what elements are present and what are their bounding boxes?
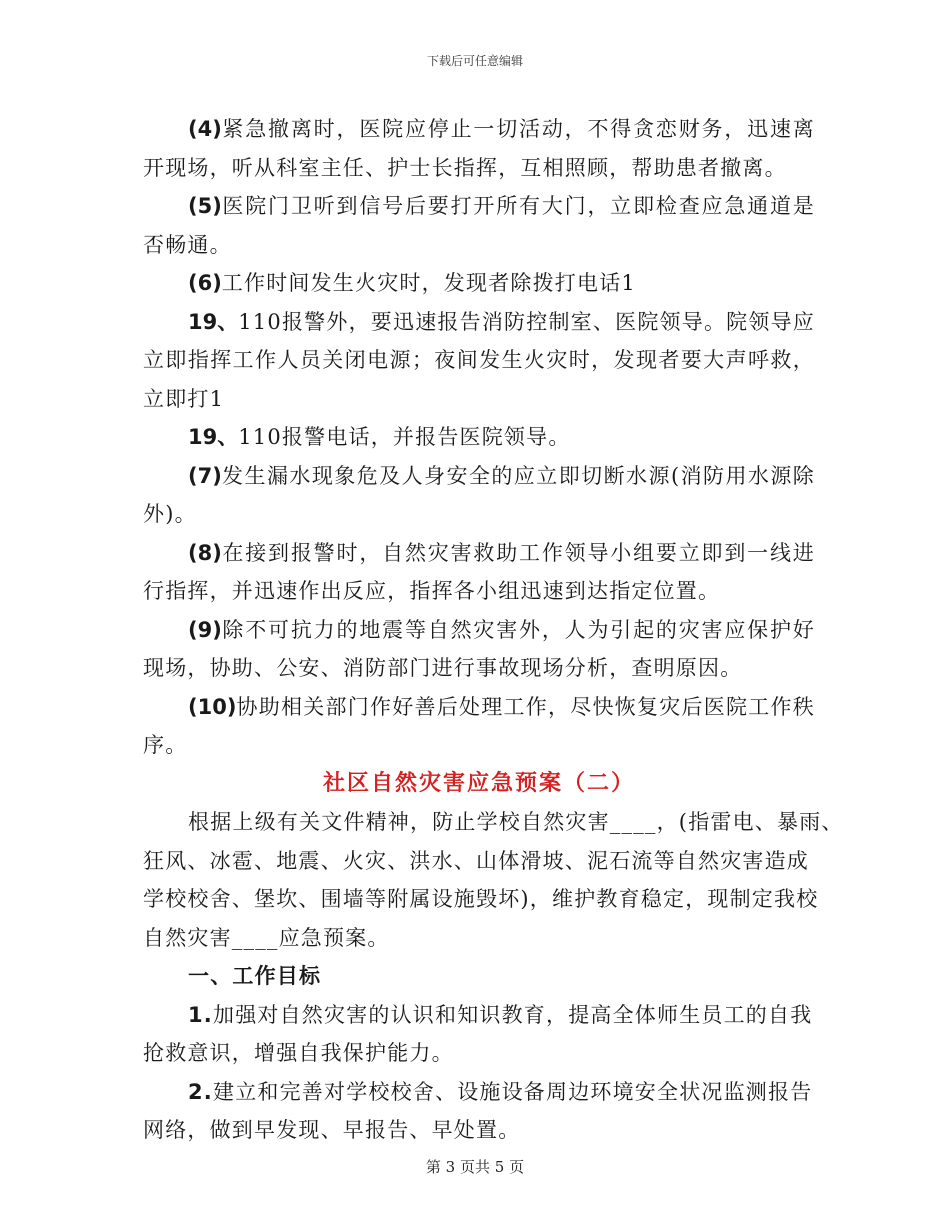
paragraph-text: 紧急撤离时，医院应停止一切活动，不得贪恋财务，迅速离开现场，听从科室主任、护士长指挥，互相照顾，帮助患者撤离。 [143, 117, 815, 180]
goal-2-line: 网络，做到早发现、早报告、早处置。 [143, 1118, 521, 1142]
page-footer: 第 3 页共 5 页 [425, 1158, 525, 1176]
goal-number: 1. [188, 1002, 213, 1027]
paragraph-text: 110报警电话，并报告医院领导。 [238, 425, 571, 449]
item-number: (10) [188, 694, 237, 719]
paragraph-8 [143, 534, 815, 611]
paragraph-19-a [143, 303, 815, 419]
paragraph-9 [143, 611, 815, 688]
goal-number: 2. [188, 1079, 213, 1104]
intro-line: 根据上级有关文件精神，防止学校自然灾害____，(指雷电、暴雨、 [188, 810, 844, 834]
paragraph-5 [143, 187, 815, 264]
paragraph-text: 工作时间发生火灾时，发现者除拨打电话1 [221, 271, 636, 295]
paragraph-4 [143, 110, 815, 187]
item-number: 19、 [188, 309, 239, 334]
item-number: (9) [188, 617, 222, 642]
goal-text: 建立和完善对学校校舍、设施设备周边环境安全状况监测报告 [213, 1079, 813, 1104]
paragraph-10 [143, 688, 815, 765]
paragraph-text: 发生漏水现象危及人身安全的应立即切断水源(消防用水源除外)。 [143, 463, 815, 526]
paragraph-6 [143, 264, 815, 303]
item-number: (8) [188, 540, 222, 565]
paragraph-19-b [143, 418, 815, 457]
item-number: 19、 [188, 425, 239, 449]
document-body [143, 110, 844, 1150]
goal-2-line [143, 1073, 815, 1112]
paragraph-text: 协助相关部门作好善后处理工作，尽快恢复灾后医院工作秩序。 [143, 694, 815, 757]
item-number: (6) [188, 271, 222, 295]
intro-line: 学校校舍、堡坎、围墙等附属设施毁坏)，维护教育稳定，现制定我校 [143, 887, 819, 911]
goal-1-line [143, 996, 815, 1035]
paragraph-7 [143, 457, 815, 534]
intro-line: 自然灾害____应急预案。 [143, 925, 390, 950]
item-number: (5) [188, 194, 222, 218]
paragraph-text: 除不可抗力的地震等自然灾害外，人为引起的灾害应保护好现场，协助、公安、消防部门进行事故现场分析，查明原因。 [143, 617, 815, 680]
paragraph-text: 110报警外，要迅速报告消防控制室、医院领导。院领导应立即指挥工作人员关闭电源；夜间发生火灾时，发现者要大声呼救，立即打1 [143, 309, 815, 411]
goal-text: 加强对自然灾害的认识和知识教育，提高全体师生员工的自我 [213, 1002, 813, 1027]
goal-1-line: 抢救意识，增强自我保护能力。 [143, 1041, 454, 1065]
section-title: 社区自然灾害应急预案（二） [322, 770, 635, 796]
section-heading: 一、工作目标 [188, 964, 322, 988]
paragraph-text: 在接到报警时，自然灾害救助工作领导小组要立即到一线进行指挥，并迅速作出反应，指挥各小组迅速到达指定位置。 [143, 540, 815, 603]
page-header: 下载后可任意编辑 [426, 54, 523, 68]
item-number: (7) [188, 463, 222, 488]
paragraph-text: 医院门卫听到信号后要打开所有大门，立即检查应急通道是否畅通。 [143, 194, 815, 257]
intro-line: 狂风、冰雹、地震、火灾、洪水、山体滑坡、泥石流等自然灾害造成 [143, 848, 809, 873]
item-number: (4) [188, 117, 222, 141]
